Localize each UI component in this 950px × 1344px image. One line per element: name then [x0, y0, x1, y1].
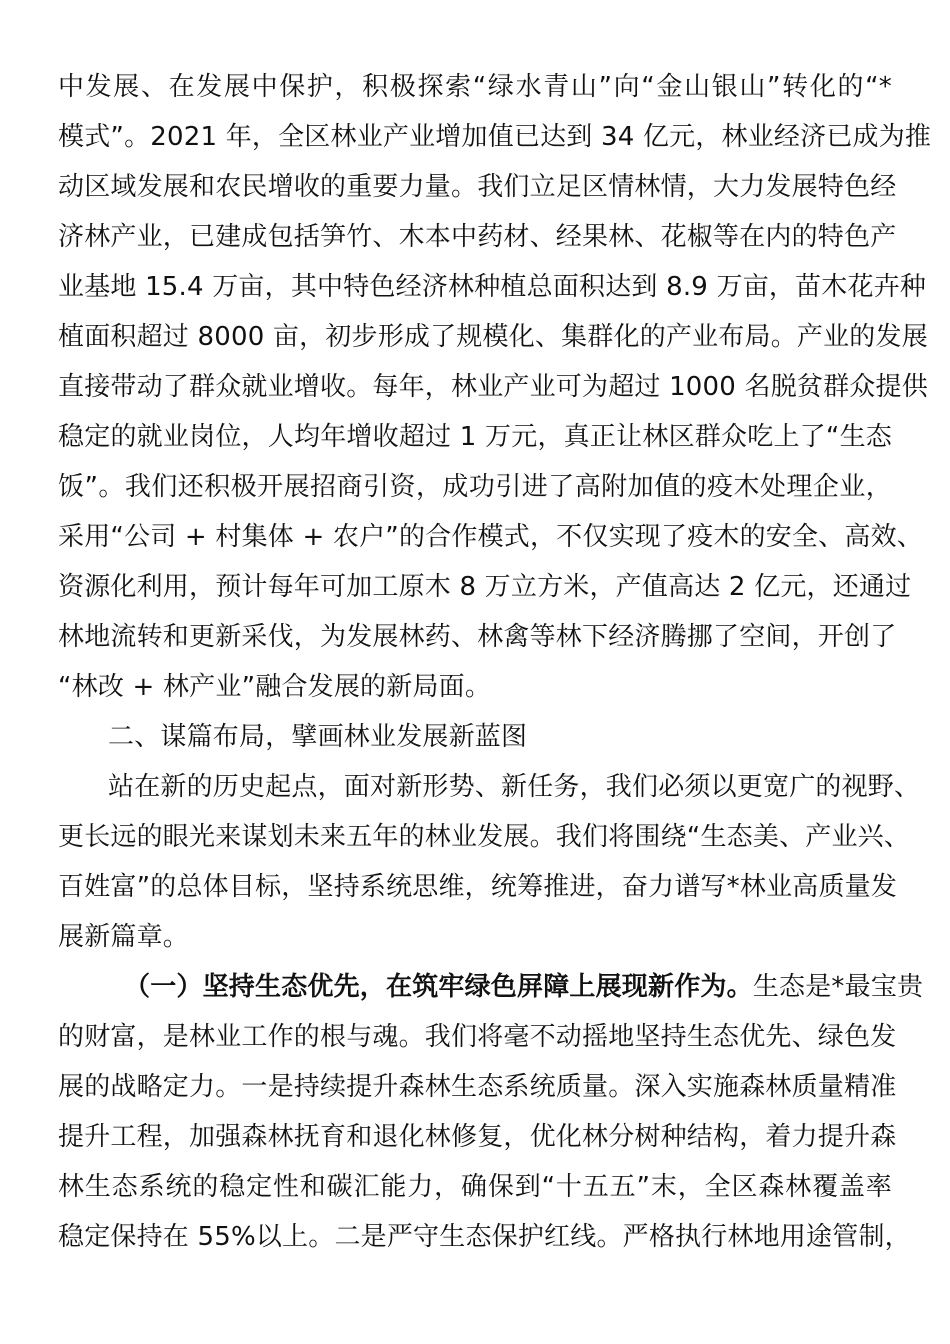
- text-line: 稳定保持在 55%以上。二是严守生态保护红线。严格执行林地用途管制，: [58, 1222, 911, 1252]
- text-line: 动区域发展和农民增收的重要力量。我们立足区情林情，大力发展特色经: [58, 172, 897, 202]
- text-line: 林地流转和更新采伐，为发展林药、林禽等林下经济腾挪了空间，开创了: [58, 622, 897, 652]
- text-line: 的财富，是林业工作的根与魂。我们将毫不动摇地坚持生态优先、绿色发: [58, 1022, 897, 1052]
- text-line: “林改 + 林产业”融合发展的新局面。: [58, 672, 492, 702]
- text-line: 中发展、在发展中保护，积极探索“绿水青山”向“金山银山”转化的“*: [58, 72, 892, 102]
- text-line: 植面积超过 8000 亩，初步形成了规模化、集群化的产业布局。产业的发展: [58, 322, 928, 352]
- text-line: 更长远的眼光来谋划未来五年的林业发展。我们将围绕“生态美、产业兴、: [58, 822, 911, 852]
- sub-heading: （一）坚持生态优先，在筑牢绿色屏障上展现新作为。: [124, 972, 753, 1002]
- sub-heading-line: [124, 962, 924, 1012]
- text-line: 资源化利用，预计每年可加工原木 8 万立方米，产值高达 2 亿元，还通过: [58, 572, 912, 602]
- text-line: 业基地 15.4 万亩，其中特色经济林种植总面积达到 8.9 万亩，苗木花卉种: [58, 272, 927, 302]
- text-line: 站在新的历史起点，面对新形势、新任务，我们必须以更宽广的视野、: [108, 772, 921, 802]
- text-line: 稳定的就业岗位，人均年增收超过 1 万元，真正让林区群众吃上了“生态: [58, 422, 892, 452]
- text-line: 济林产业，已建成包括笋竹、木本中药材、经果林、花椒等在内的特色产: [58, 222, 897, 252]
- sub-heading-continuation: 生态是*最宝贵: [752, 972, 924, 1002]
- text-line: 展的战略定力。一是持续提升森林生态系统质量。深入实施森林质量精准: [58, 1072, 897, 1102]
- text-line: 提升工程，加强森林抚育和退化林修复，优化林分树种结构，着力提升森: [58, 1122, 897, 1152]
- text-line: 采用“公司 + 村集体 + 农户”的合作模式，不仅实现了疫木的安全、高效、: [58, 522, 923, 552]
- text-line: 饭”。我们还积极开展招商引资，成功引进了高附加值的疫木处理企业，: [58, 472, 892, 502]
- text-line: 林生态系统的稳定性和碳汇能力，确保到“十五五”末，全区森林覆盖率: [58, 1172, 892, 1202]
- text-line: 展新篇章。: [58, 922, 190, 952]
- text-line: 直接带动了群众就业增收。每年，林业产业可为超过 1000 名脱贫群众提供: [58, 372, 928, 402]
- text-line: 百姓富”的总体目标，坚持系统思维，统筹推进，奋力谱写*林业高质量发: [58, 872, 898, 902]
- section-heading: 二、谋篇布局，擘画林业发展新蓝图: [108, 722, 528, 752]
- text-line: 模式”。2021 年，全区林业产业增加值已达到 34 亿元，林业经济已成为推: [58, 122, 932, 152]
